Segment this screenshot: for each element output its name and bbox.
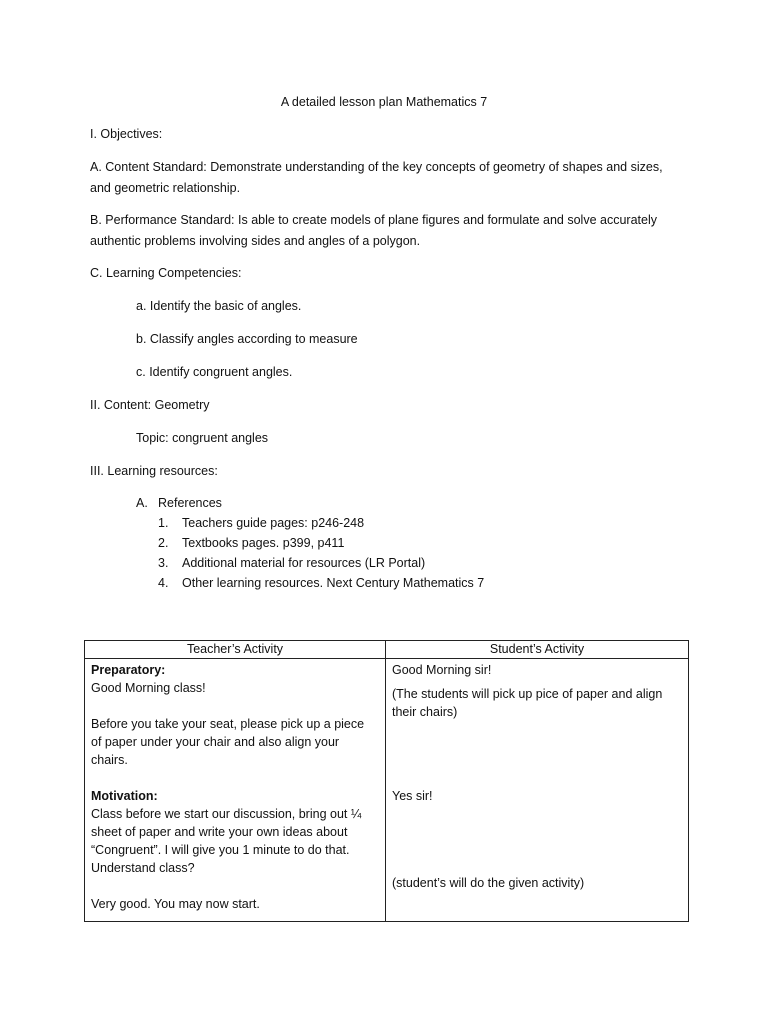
- preparatory-label: Preparatory:: [91, 663, 166, 677]
- reference-item: [158, 554, 558, 572]
- teacher-instruction-line: Before you take your seat, please pick up a piece: [91, 717, 365, 731]
- student-action-line: their chairs): [392, 705, 458, 719]
- student-greeting: Good Morning sir!: [392, 663, 492, 677]
- reference-text: Textbooks pages. p399, p411: [182, 536, 345, 550]
- reference-text: Teachers guide pages: p246-248: [182, 516, 365, 530]
- activity-table: [84, 640, 689, 922]
- motivation-label: Motivation:: [91, 789, 158, 803]
- teacher-motivation-line: sheet of paper and write your own ideas about: [91, 825, 348, 839]
- references-label: References: [158, 496, 222, 510]
- reference-number: 4.: [158, 576, 169, 590]
- student-reply: Yes sir!: [392, 789, 433, 803]
- objectives-heading: I. Objectives:: [90, 127, 163, 141]
- page-title: A detailed lesson plan Mathematics 7: [280, 95, 488, 109]
- teacher-motivation-line: Class before we start our discussion, bring out ¼: [91, 807, 362, 821]
- teacher-activity-cell: [85, 659, 386, 922]
- reference-item: [158, 514, 558, 532]
- content-standard-line-2: and geometric relationship.: [90, 181, 241, 195]
- teacher-instruction-line: of paper under your chair and also align your: [91, 735, 340, 749]
- teacher-motivation-line: Understand class?: [91, 861, 195, 875]
- competency-item: b. Classify angles according to measure: [136, 332, 358, 346]
- reference-number: 3.: [158, 556, 169, 570]
- reference-text: Additional material for resources (LR Portal): [182, 556, 426, 570]
- content-standard-line-1: A. Content Standard: Demonstrate understanding of the key concepts of geometry of shapes and sizes,: [90, 160, 663, 174]
- reference-item: [158, 534, 558, 552]
- competency-item: c. Identify congruent angles.: [136, 365, 293, 379]
- performance-standard-line-1: B. Performance Standard: Is able to create models of plane figures and formulate and solve accurately: [90, 213, 657, 227]
- student-activity-cell: [386, 659, 689, 922]
- reference-number: 1.: [158, 516, 169, 530]
- table-row: [85, 659, 689, 922]
- content-heading: II. Content: Geometry: [90, 398, 210, 412]
- table-header-row: [85, 641, 689, 659]
- topic-line: Topic: congruent angles: [136, 431, 269, 445]
- student-action-line: (The students will pick up pice of paper and align: [392, 687, 663, 701]
- teacher-motivation-line: “Congruent”. I will give you 1 minute to do that.: [91, 843, 350, 857]
- teacher-activity-header: Teacher’s Activity: [85, 641, 386, 659]
- teacher-closing: Very good. You may now start.: [91, 897, 260, 911]
- references-marker: A.: [136, 496, 148, 510]
- reference-item: [158, 574, 558, 592]
- competencies-heading: C. Learning Competencies:: [90, 266, 242, 280]
- performance-standard-line-2: authentic problems involving sides and angles of a polygon.: [90, 234, 421, 248]
- teacher-instruction-line: chairs.: [91, 753, 128, 767]
- student-activity-note: (student’s will do the given activity): [392, 876, 585, 890]
- reference-text: Other learning resources. Next Century Mathematics 7: [182, 576, 485, 590]
- reference-number: 2.: [158, 536, 169, 550]
- resources-heading: III. Learning resources:: [90, 464, 218, 478]
- teacher-greeting: Good Morning class!: [91, 681, 206, 695]
- competency-item: a. Identify the basic of angles.: [136, 299, 302, 313]
- student-activity-header: Student’s Activity: [386, 641, 689, 659]
